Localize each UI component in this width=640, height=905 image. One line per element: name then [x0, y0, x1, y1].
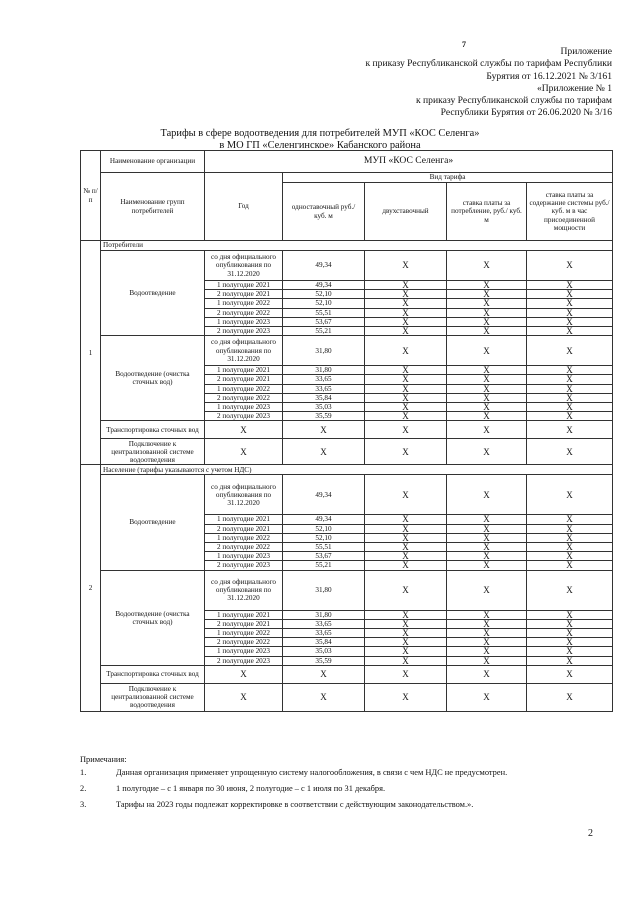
consumer-group: Подключение к централизованной системе водоотведения [101, 439, 205, 465]
x-mark: X [283, 439, 365, 465]
table-row [81, 465, 613, 475]
x-mark: X [447, 629, 527, 638]
period-cell: 2 полугодие 2021 [205, 290, 283, 299]
header-year: Год [205, 173, 283, 241]
period-cell: 2 полугодие 2021 [205, 375, 283, 384]
period-cell: со дня официального опубликования по 31.12.2020 [205, 336, 283, 366]
x-mark: X [527, 656, 613, 665]
period-cell: 2 полугодие 2023 [205, 656, 283, 665]
x-mark: X [447, 251, 527, 281]
single-rate-value: 55,21 [283, 561, 365, 570]
period-cell: 1 полугодие 2022 [205, 384, 283, 393]
x-mark: X [365, 251, 447, 281]
x-mark: X [365, 665, 447, 683]
x-mark: X [365, 683, 447, 711]
x-mark: X [365, 561, 447, 570]
single-rate-value: 35,84 [283, 638, 365, 647]
note-text: Тарифы на 2023 годы подлежат корректировке в соответствии с действующим законодательством.». [116, 800, 474, 809]
x-mark: X [283, 683, 365, 711]
tariff-table-body [81, 151, 613, 712]
x-mark: X [447, 421, 527, 439]
x-mark: X [527, 308, 613, 317]
x-mark: X [527, 543, 613, 552]
title-line-2: в МО ГП «Селенгинское» Кабанского района [219, 140, 421, 151]
single-rate-value: 55,21 [283, 327, 365, 336]
x-mark: X [447, 403, 527, 412]
table-row [81, 439, 613, 465]
x-mark: X [365, 647, 447, 656]
header-maintenance-rate: ставка платы за содержание системы руб./куб. м в час присоединенной мощности [527, 183, 613, 241]
x-mark: X [527, 552, 613, 561]
table-row [81, 421, 613, 439]
x-mark: X [527, 393, 613, 402]
x-mark: X [447, 336, 527, 366]
note-number: 3. [80, 800, 87, 809]
single-rate-value: 55,51 [283, 308, 365, 317]
x-mark: X [527, 403, 613, 412]
document-title [120, 128, 520, 152]
x-mark: X [447, 317, 527, 326]
period-cell: со дня официального опубликования по 31.12.2020 [205, 251, 283, 281]
x-mark: X [527, 317, 613, 326]
notes-heading: Примечания: [80, 755, 127, 764]
x-mark: X [365, 610, 447, 619]
header-org: Наименование организации [101, 151, 205, 173]
period-cell: 1 полугодие 2022 [205, 629, 283, 638]
single-rate-value: 35,03 [283, 647, 365, 656]
table-row [81, 251, 613, 281]
single-rate-value: 31,80 [283, 570, 365, 610]
x-mark: X [365, 290, 447, 299]
x-mark: X [365, 515, 447, 524]
period-cell: 2 полугодие 2023 [205, 327, 283, 336]
x-mark: X [527, 439, 613, 465]
title-line-1: Тарифы в сфере водоотведения для потребителей МУП «КОС Селенга» [160, 128, 480, 139]
note-text: 1 полугодие – с 1 января по 30 июня, 2 полугодие – с 1 июля по 31 декабря. [116, 784, 386, 793]
x-mark: X [365, 524, 447, 533]
x-mark: X [205, 439, 283, 465]
x-mark: X [527, 290, 613, 299]
note-number: 2. [80, 784, 87, 793]
x-mark: X [365, 308, 447, 317]
x-mark: X [447, 290, 527, 299]
period-cell: 2 полугодие 2022 [205, 543, 283, 552]
single-rate-value: 31,80 [283, 610, 365, 619]
x-mark: X [527, 475, 613, 515]
single-rate-value: 52,10 [283, 533, 365, 542]
table-row [81, 336, 613, 366]
x-mark: X [447, 299, 527, 308]
single-rate-value: 31,80 [283, 366, 365, 375]
header-line: Республики Бурятия от 26.06.2020 № 3/16 [440, 107, 612, 119]
x-mark: X [527, 561, 613, 570]
consumer-group: Водоотведение [101, 251, 205, 336]
consumer-group: Водоотведение (очистка сточных вод) [101, 570, 205, 665]
consumer-group: Водоотведение [101, 475, 205, 570]
single-rate-value: 35,59 [283, 412, 365, 421]
x-mark: X [365, 570, 447, 610]
single-rate-value: 52,10 [283, 524, 365, 533]
period-cell: 1 полугодие 2023 [205, 403, 283, 412]
period-cell: 1 полугодие 2023 [205, 552, 283, 561]
x-mark: X [527, 327, 613, 336]
single-rate-value: 31,80 [283, 336, 365, 366]
consumer-group: Транспортировка сточных вод [101, 665, 205, 683]
single-rate-value: 33,65 [283, 384, 365, 393]
period-cell: со дня официального опубликования по 31.12.2020 [205, 570, 283, 610]
header-single-rate: одноставочный руб./ куб. м [283, 183, 365, 241]
x-mark: X [527, 336, 613, 366]
x-mark: X [447, 327, 527, 336]
x-mark: X [527, 683, 613, 711]
x-mark: X [527, 366, 613, 375]
period-cell: со дня официального опубликования по 31.12.2020 [205, 475, 283, 515]
x-mark: X [447, 366, 527, 375]
x-mark: X [527, 647, 613, 656]
x-mark: X [365, 336, 447, 366]
x-mark: X [447, 619, 527, 628]
x-mark: X [365, 384, 447, 393]
period-cell: 1 полугодие 2023 [205, 647, 283, 656]
x-mark: X [365, 638, 447, 647]
x-mark: X [447, 524, 527, 533]
row-number: 1 [81, 241, 101, 465]
x-mark: X [365, 375, 447, 384]
single-rate-value: 49,34 [283, 475, 365, 515]
section-label: Население (тарифы указываются с учетом НДС) [101, 465, 613, 475]
note-number: 1. [80, 768, 87, 777]
single-rate-value: 49,34 [283, 281, 365, 290]
header-consumption-rate: ставка платы за потребление, руб./ куб. м [447, 183, 527, 241]
x-mark: X [447, 543, 527, 552]
x-mark: X [527, 384, 613, 393]
period-cell: 2 полугодие 2021 [205, 524, 283, 533]
x-mark: X [365, 629, 447, 638]
x-mark: X [365, 475, 447, 515]
table-row [81, 475, 613, 515]
period-cell: 2 полугодие 2022 [205, 308, 283, 317]
x-mark: X [447, 308, 527, 317]
header-line: Приложение [560, 46, 612, 57]
x-mark: X [527, 570, 613, 610]
x-mark: X [447, 561, 527, 570]
x-mark: X [447, 393, 527, 402]
row-number: 2 [81, 465, 101, 711]
x-mark: X [283, 665, 365, 683]
x-mark: X [365, 403, 447, 412]
x-mark: X [447, 638, 527, 647]
period-cell: 1 полугодие 2021 [205, 281, 283, 290]
org-name: МУП «КОС Селенга» [205, 151, 613, 173]
x-mark: X [365, 552, 447, 561]
period-cell: 2 полугодие 2022 [205, 638, 283, 647]
single-rate-value: 53,67 [283, 317, 365, 326]
x-mark: X [527, 665, 613, 683]
single-rate-value: 49,34 [283, 515, 365, 524]
header-line: Бурятия от 16.12.2021 № 3/161 [486, 70, 612, 82]
x-mark: X [527, 412, 613, 421]
single-rate-value: 35,59 [283, 656, 365, 665]
header-group: Наименование групп потребителей [101, 173, 205, 241]
x-mark: X [447, 656, 527, 665]
table-row [81, 683, 613, 711]
x-mark: X [527, 610, 613, 619]
consumer-group: Подключение к централизованной системе водоотведения [101, 683, 205, 711]
x-mark: X [447, 439, 527, 465]
period-cell: 2 полугодие 2023 [205, 561, 283, 570]
x-mark: X [447, 384, 527, 393]
x-mark: X [447, 610, 527, 619]
x-mark: X [205, 683, 283, 711]
x-mark: X [365, 327, 447, 336]
x-mark: X [527, 515, 613, 524]
x-mark: X [365, 366, 447, 375]
single-rate-value: 33,65 [283, 619, 365, 628]
x-mark: X [447, 570, 527, 610]
x-mark: X [447, 533, 527, 542]
x-mark: X [447, 375, 527, 384]
x-mark: X [365, 533, 447, 542]
period-cell: 1 полугодие 2021 [205, 515, 283, 524]
x-mark: X [365, 619, 447, 628]
x-mark: X [365, 281, 447, 290]
period-cell: 2 полугодие 2021 [205, 619, 283, 628]
x-mark: X [365, 656, 447, 665]
x-mark: X [365, 439, 447, 465]
x-mark: X [447, 647, 527, 656]
x-mark: X [365, 317, 447, 326]
header-num: № п/п [81, 151, 101, 241]
header-line: «Приложение № 1 [536, 82, 612, 94]
x-mark: X [365, 412, 447, 421]
single-rate-value: 53,67 [283, 552, 365, 561]
x-mark: X [447, 515, 527, 524]
document-header [365, 46, 612, 120]
section-label: Потребители [101, 241, 613, 251]
x-mark: X [447, 552, 527, 561]
period-cell: 1 полугодие 2022 [205, 533, 283, 542]
x-mark: X [205, 421, 283, 439]
single-rate-value: 49,34 [283, 251, 365, 281]
x-mark: X [527, 281, 613, 290]
period-cell: 2 полугодие 2022 [205, 393, 283, 402]
period-cell: 1 полугодие 2023 [205, 317, 283, 326]
header-tariff-type: Вид тарифа [283, 173, 613, 183]
x-mark: X [283, 421, 365, 439]
x-mark: X [527, 638, 613, 647]
x-mark: X [527, 421, 613, 439]
period-cell: 1 полугодие 2021 [205, 366, 283, 375]
x-mark: X [447, 683, 527, 711]
single-rate-value: 52,10 [283, 290, 365, 299]
x-mark: X [447, 412, 527, 421]
x-mark: X [527, 619, 613, 628]
x-mark: X [205, 665, 283, 683]
note-text: Данная организация применяет упрощенную систему налогообложения, в связи с чем НДС не предусмотрен. [116, 768, 508, 777]
period-cell: 1 полугодие 2021 [205, 610, 283, 619]
x-mark: X [447, 281, 527, 290]
x-mark: X [365, 393, 447, 402]
header-double-rate: двухставочный [365, 183, 447, 241]
table-row [81, 665, 613, 683]
x-mark: X [527, 375, 613, 384]
x-mark: X [365, 421, 447, 439]
page-mark: 7 [462, 40, 466, 49]
x-mark: X [527, 251, 613, 281]
x-mark: X [447, 475, 527, 515]
note-item [80, 783, 620, 797]
x-mark: X [527, 299, 613, 308]
header-line: к приказу Республиканской службы по тарифам [415, 95, 612, 107]
x-mark: X [365, 543, 447, 552]
note-item [80, 799, 620, 813]
x-mark: X [527, 629, 613, 638]
table-row [81, 241, 613, 251]
x-mark: X [527, 533, 613, 542]
single-rate-value: 52,10 [283, 299, 365, 308]
consumer-group: Водоотведение (очистка сточных вод) [101, 336, 205, 421]
header-line: к приказу Республиканской службы по тарифам Республики [365, 58, 612, 70]
single-rate-value: 55,51 [283, 543, 365, 552]
note-item [80, 767, 620, 781]
single-rate-value: 33,65 [283, 629, 365, 638]
single-rate-value: 33,65 [283, 375, 365, 384]
page-number: 2 [588, 828, 593, 839]
x-mark: X [447, 665, 527, 683]
consumer-group: Транспортировка сточных вод [101, 421, 205, 439]
table-row [81, 570, 613, 610]
x-mark: X [365, 299, 447, 308]
tariff-table [80, 150, 613, 712]
single-rate-value: 35,03 [283, 403, 365, 412]
single-rate-value: 35,84 [283, 393, 365, 402]
period-cell: 2 полугодие 2023 [205, 412, 283, 421]
x-mark: X [527, 524, 613, 533]
period-cell: 1 полугодие 2022 [205, 299, 283, 308]
